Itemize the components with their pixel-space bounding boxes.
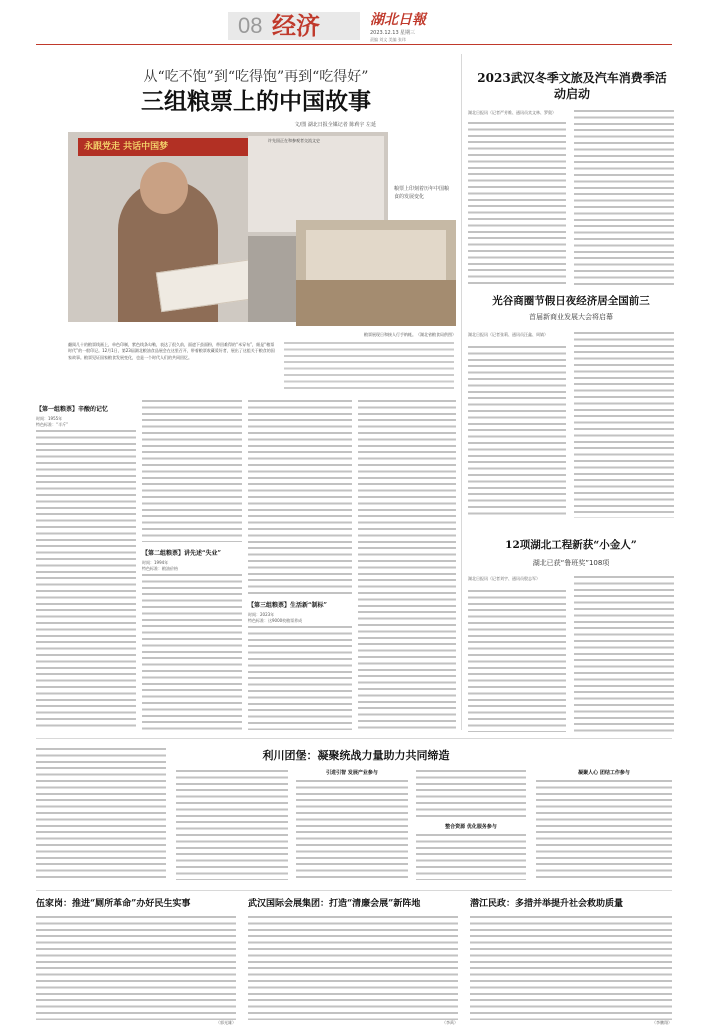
masthead [0, 0, 708, 48]
section-1-head: 【第一组粮票】辛酸的记忆 [36, 406, 109, 413]
col1-body [36, 916, 236, 1020]
section-3-meta: 时间：2023年 特色标准：这9000枚粮票养成 [248, 612, 303, 623]
col2-credit: （李禹） [442, 1020, 458, 1025]
lead-col-3 [248, 400, 352, 596]
lead-article [36, 50, 456, 734]
article2-col-1 [468, 122, 566, 288]
article5-col-b [296, 780, 408, 880]
section-name: 经济 [272, 12, 320, 40]
article4-byline: 湖北日报讯（记者刘宇、通讯员殷志军） [468, 576, 540, 581]
article5-sub-2: 整合资源 优化服务参与 [445, 824, 497, 830]
article-lichuan [36, 744, 672, 884]
issue-weekday: 星期三 [400, 30, 416, 36]
photo-person-head [140, 162, 188, 214]
article5-col-d [536, 780, 672, 880]
editor-credit: 责编 刘文 美编 张玮 [370, 37, 406, 42]
section-1-meta: 时间：1955年 特色标准：“半斤” [36, 416, 69, 427]
photo-caption-top: 许先国正在和参观者交流文史 [268, 138, 320, 143]
lead-byline: 文/图 湖北日报全媒记者 陈莉宇 左延 [294, 122, 376, 128]
article3-byline: 湖北日报讯（记者张莉、通讯员汪鑫、周婧） [468, 332, 548, 337]
photo-banner-red [78, 138, 248, 156]
article4-col-1 [468, 590, 566, 732]
photo-backdrop [248, 136, 384, 232]
bottom-articles [36, 894, 672, 1028]
column-divider [461, 54, 462, 730]
article2-title: 2023武汉冬季文旅及汽车消费季活动启动 [477, 71, 667, 101]
article-luban-award [468, 532, 674, 732]
col3-title: 潜江民政：多措并举提升社会救助质量 [470, 899, 624, 909]
article5-col-a [176, 770, 288, 880]
paper-logo: 湖北日報 [370, 12, 426, 28]
article-culture-tourism [468, 58, 674, 288]
col2-body [248, 916, 458, 1020]
lead-photo-2 [296, 220, 456, 326]
article-optics-valley [468, 290, 674, 518]
lead-intro: 翻阅几十的粮票线画上，单色印制，紫色线条勾勒，表达了很久前，面遮下茧面粉，带回难得的“米穿布”，细是“粮票时代”的一般印记。12月1日，第23届湖北粮油食品展会在这里召开，带着粮票收藏爱好者，展出了这组关于粮食的国家故事。粮票见证国家粮食发展变化，也是一个时代人们的共同回忆。 [68, 342, 275, 360]
lead-col-1 [36, 430, 136, 730]
article4-col-2 [574, 576, 674, 732]
article5-title: 利川团堡：凝聚统战力量助力共同缔造 [262, 749, 450, 762]
col3-body [470, 916, 672, 1020]
col1-title: 伍家岗：推进“厕所革命”办好民生实事 [36, 899, 191, 909]
lead-col-3b [248, 626, 352, 730]
article4-title: 12项湖北工程新获“小金人” [505, 539, 637, 551]
masthead-rule [36, 44, 672, 45]
photo-banner-text: 永跟党走 共话中国梦 [84, 142, 169, 152]
bottom-rule [36, 890, 672, 891]
article4-subtitle: 湖北已获“鲁班奖”108项 [532, 559, 610, 567]
lead-title: 三组粮票上的中国故事 [141, 88, 371, 115]
col2-title: 武汉国际会展集团：打造“清廉会展”新阵地 [248, 899, 421, 909]
page-number: 08 [238, 13, 263, 38]
article2-byline: 湖北日报讯（记者严芳维、通讯员宾文林、罗奥） [468, 110, 556, 115]
article3-title: 光谷商圈节假日夜经济居全国前三 [492, 295, 650, 307]
article5-left-col [36, 748, 166, 880]
section-2-meta: 时间：1994年 特色标准：粮油价格 [142, 560, 178, 571]
photo2-caption: 粮票展现日和接人行手纳帐。（湖北省粮食局供图） [364, 332, 456, 337]
mid-rule [36, 738, 672, 739]
col1-credit: （郭光雄） [216, 1020, 236, 1025]
col3-credit: （李鹏翔） [652, 1020, 672, 1025]
issue-date: 2023.12.13 [370, 30, 399, 36]
side-caption: 粮票上印刻着历年中国粮食的发展变化 [394, 186, 450, 200]
section-3-head: 【第三组粮票】生活新“制标” [248, 602, 327, 609]
article3-col-2 [574, 332, 674, 518]
lead-kicker: 从“吃不饱”到“吃得饱”再到“吃得好” [143, 69, 369, 85]
lead-col-4 [358, 400, 456, 730]
section-2-head: 【第二组粮票】讲先述“失业” [142, 550, 221, 557]
article5-sub-1: 引进引智 发展产业参与 [326, 770, 378, 776]
photo2-sheets [306, 230, 446, 280]
article5-col-c [416, 770, 526, 820]
article3-col-1 [468, 346, 566, 518]
article3-subtitle: 首届新商业发展大会将启幕 [529, 313, 613, 321]
lead-col-2b [142, 574, 242, 730]
lead-col-2 [142, 400, 242, 542]
article2-col-2 [574, 110, 674, 288]
article5-sub-3: 凝聚人心 团结工作参与 [578, 770, 630, 776]
photo2-table [296, 280, 456, 326]
article5-col-c2 [416, 834, 526, 880]
lead-intro-cont [284, 342, 454, 392]
